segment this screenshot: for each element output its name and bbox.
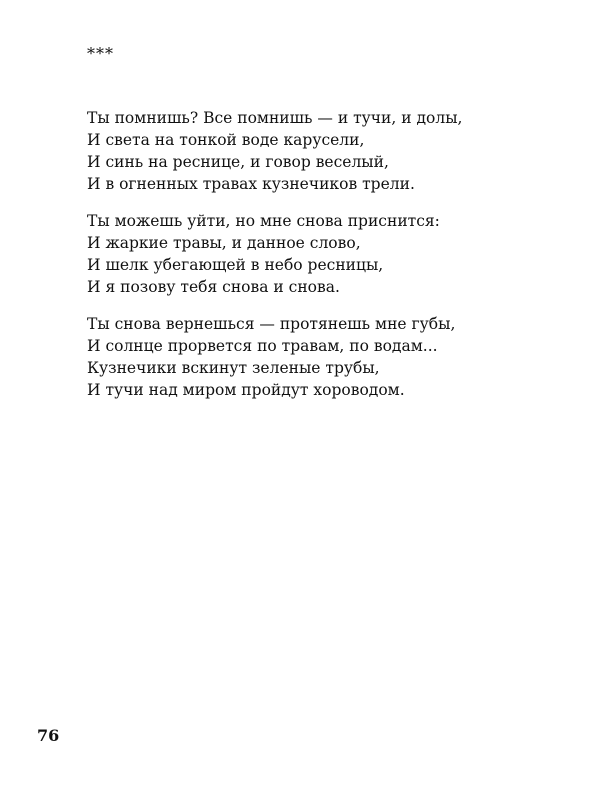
poem-line: Ты можешь уйти, но мне снова приснится: [87, 212, 440, 230]
poem-line: И жаркие травы, и данное слово, [87, 234, 361, 252]
poem-line: И солнце прорвется по травам, по водам... [87, 337, 438, 355]
poem-line: И в огненных травах кузнечиков трели. [87, 175, 415, 193]
poem-line: Кузнечики вскинут зеленые трубы, [87, 359, 380, 377]
stanza-3 [87, 313, 567, 401]
poem-line: И я позову тебя снова и снова. [87, 278, 340, 296]
stanza-1 [87, 107, 567, 195]
poem-line: И шелк убегающей в небо ресницы, [87, 256, 384, 274]
section-separator: *** [87, 44, 114, 63]
poem-line: И тучи над миром пройдут хороводом. [87, 381, 405, 399]
poem-line: Ты снова вернешься — протянешь мне губы, [87, 315, 456, 333]
poem-line: Ты помнишь? Все помнишь — и тучи, и долы, [87, 109, 463, 127]
stanza-2 [87, 210, 567, 298]
poem-line: И синь на реснице, и говор веселый, [87, 153, 389, 171]
poem [87, 107, 567, 416]
page-number: 76 [37, 726, 60, 745]
poem-line: И света на тонкой воде карусели, [87, 131, 365, 149]
